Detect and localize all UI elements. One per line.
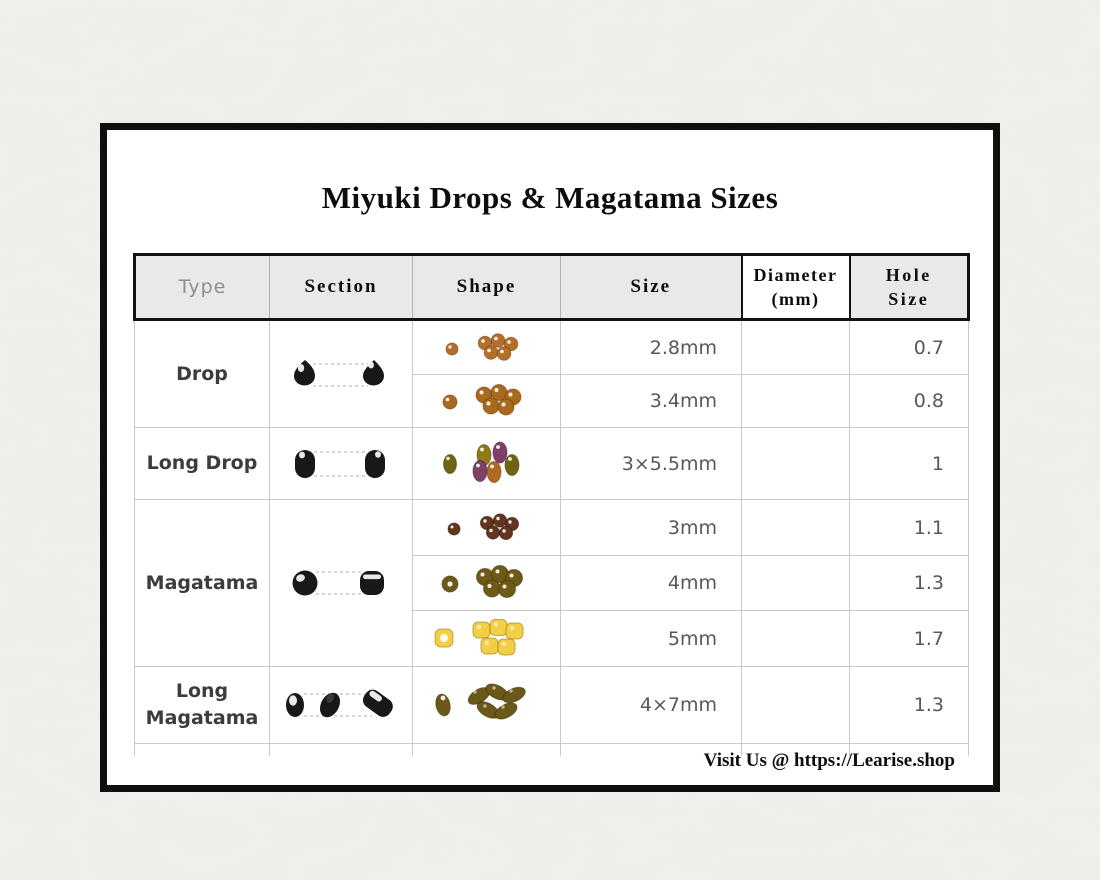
size-value-cell: 4×7mm <box>561 667 742 744</box>
size-value-cell: 3mm <box>561 500 742 556</box>
diameter-header-line1: Diameter <box>753 264 838 285</box>
hole-size-value-cell: 1.3 <box>850 667 969 744</box>
drop-3-4mm-beads-image <box>422 378 552 424</box>
magatama-section-diagram <box>286 560 396 606</box>
long-drop-beads-image <box>422 437 552 491</box>
drop-2-8mm-beads-image <box>422 326 552 370</box>
poster-frame <box>100 123 1000 792</box>
size-column-header: Size <box>561 255 742 320</box>
shape-cell-magatama-5mm <box>413 611 561 667</box>
hole-size-column-header <box>850 255 969 320</box>
empty-cell <box>135 744 270 757</box>
type-cell-drop: Drop <box>135 320 270 428</box>
size-value-cell: 4mm <box>561 556 742 611</box>
section-cell-long-drop <box>270 428 413 500</box>
hole-size-value-cell: 1 <box>850 428 969 500</box>
type-cell-long-drop: Long Drop <box>135 428 270 500</box>
section-cell-drop <box>270 320 413 428</box>
diameter-value-cell <box>742 428 850 500</box>
header-row <box>135 255 969 320</box>
section-column-header: Section <box>270 255 413 320</box>
diameter-value-cell <box>742 556 850 611</box>
type-cell-magatama: Magatama <box>135 500 270 667</box>
shape-cell-drop-3-4mm <box>413 375 561 428</box>
shape-cell-magatama-3mm <box>413 500 561 556</box>
hole-size-value-cell: 1.1 <box>850 500 969 556</box>
type-cell-long-magatama: Long Magatama <box>135 667 270 744</box>
empty-cell <box>413 744 561 757</box>
table-row <box>135 500 969 556</box>
size-value-cell: 3×5.5mm <box>561 428 742 500</box>
shape-cell-long-magatama <box>413 667 561 744</box>
diameter-value-cell <box>742 667 850 744</box>
magatama-3mm-beads-image <box>422 506 552 550</box>
diameter-value-cell <box>742 375 850 428</box>
shape-cell-drop-2-8mm <box>413 320 561 375</box>
diameter-column-header <box>742 255 850 320</box>
diameter-value-cell <box>742 320 850 375</box>
diameter-value-cell <box>742 611 850 667</box>
magatama-4mm-beads-image <box>422 559 552 607</box>
size-value-cell: 2.8mm <box>561 320 742 375</box>
diameter-value-cell <box>742 500 850 556</box>
table-row <box>135 428 969 500</box>
size-value-cell: 3.4mm <box>561 375 742 428</box>
shape-column-header: Shape <box>413 255 561 320</box>
drop-section-diagram <box>286 351 396 397</box>
hole-header-line2: Size <box>888 289 930 309</box>
long-magatama-beads-image <box>417 678 557 732</box>
page-title: Miyuki Drops & Magatama Sizes <box>321 180 779 215</box>
hole-size-value-cell: 0.8 <box>850 375 969 428</box>
magatama-5mm-beads-image <box>417 614 557 664</box>
table-header <box>135 255 969 320</box>
hole-size-value-cell: 0.7 <box>850 320 969 375</box>
shape-cell-magatama-4mm <box>413 556 561 611</box>
type-column-header: Type <box>135 255 270 320</box>
hole-size-value-cell: 1.7 <box>850 611 969 667</box>
empty-cell <box>270 744 413 757</box>
table-row <box>135 667 969 744</box>
section-cell-long-magatama <box>270 667 413 744</box>
size-value-cell: 5mm <box>561 611 742 667</box>
table-row <box>135 320 969 375</box>
hole-header-line1: Hole <box>885 264 932 285</box>
diameter-header-line2: (mm) <box>771 289 820 309</box>
hole-size-value-cell: 1.3 <box>850 556 969 611</box>
shop-url-text: Visit Us @ https://Learise.shop <box>703 750 955 771</box>
section-cell-magatama <box>270 500 413 667</box>
long-magatama-section-diagram <box>278 682 404 728</box>
long-drop-section-diagram <box>286 441 396 487</box>
shape-cell-long-drop <box>413 428 561 500</box>
sizes-table <box>133 253 970 756</box>
